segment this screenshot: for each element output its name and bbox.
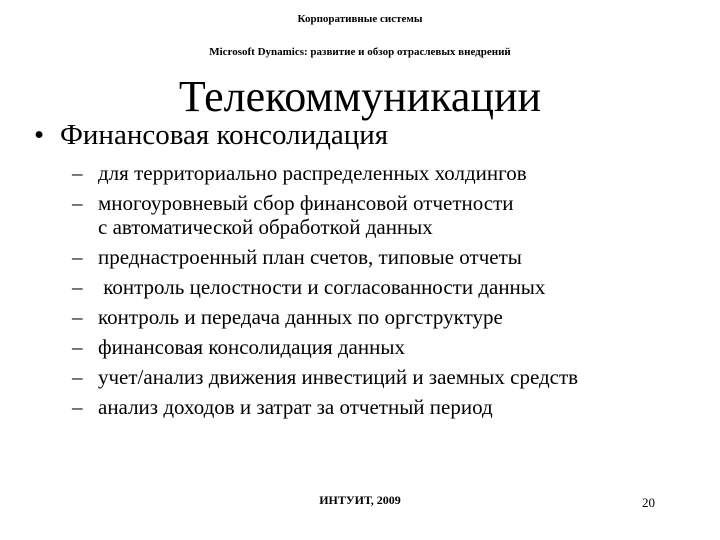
list-item-text: анализ доходов и затрат за отчетный период [98, 395, 493, 419]
list-item [72, 272, 578, 302]
dash-marker: – [72, 191, 83, 215]
footer-text: ИНТУИТ, 2009 [319, 493, 401, 507]
list-item-text: финансовая консолидация данных [98, 335, 405, 359]
bullet-text: Финансовая консолидация [60, 119, 389, 151]
list-item [72, 188, 578, 242]
list-item-text: многоуровневый сбор финансовой отчетности [98, 191, 514, 215]
list-item [72, 158, 578, 188]
list-item [72, 362, 578, 392]
dash-marker: – [72, 161, 83, 185]
page-number: 20 [642, 495, 655, 510]
dash-marker: – [72, 365, 83, 389]
dash-marker: – [72, 335, 83, 359]
list-item [72, 242, 578, 272]
list-item-continuation: с автоматической обработкой данных [98, 215, 433, 239]
dash-marker: – [72, 305, 83, 329]
list-item-text: преднастроенный план счетов, типовые отчеты [98, 245, 522, 269]
sub-bullet-list [72, 158, 578, 422]
main-bullet [34, 119, 388, 151]
list-item [72, 332, 578, 362]
list-item [72, 392, 578, 422]
dash-marker: – [72, 245, 83, 269]
list-item-text: для территориально распределенных холдингов [98, 161, 527, 185]
dash-marker: – [72, 275, 83, 299]
list-item-text: контроль и передача данных по оргструктуре [98, 305, 503, 329]
list-item [72, 302, 578, 332]
list-item-text: контроль целостности и согласованности данных [98, 275, 546, 299]
slide-title: Телекоммуникации [178, 72, 542, 121]
bullet-marker: • [34, 119, 45, 151]
list-item-text: учет/анализ движения инвестиций и заемных средств [98, 365, 579, 389]
header-line-2: Microsoft Dynamics: развитие и обзор отраслевых внедрений [209, 46, 511, 58]
dash-marker: – [72, 395, 83, 419]
header-line-1: Корпоративные системы [297, 13, 423, 25]
